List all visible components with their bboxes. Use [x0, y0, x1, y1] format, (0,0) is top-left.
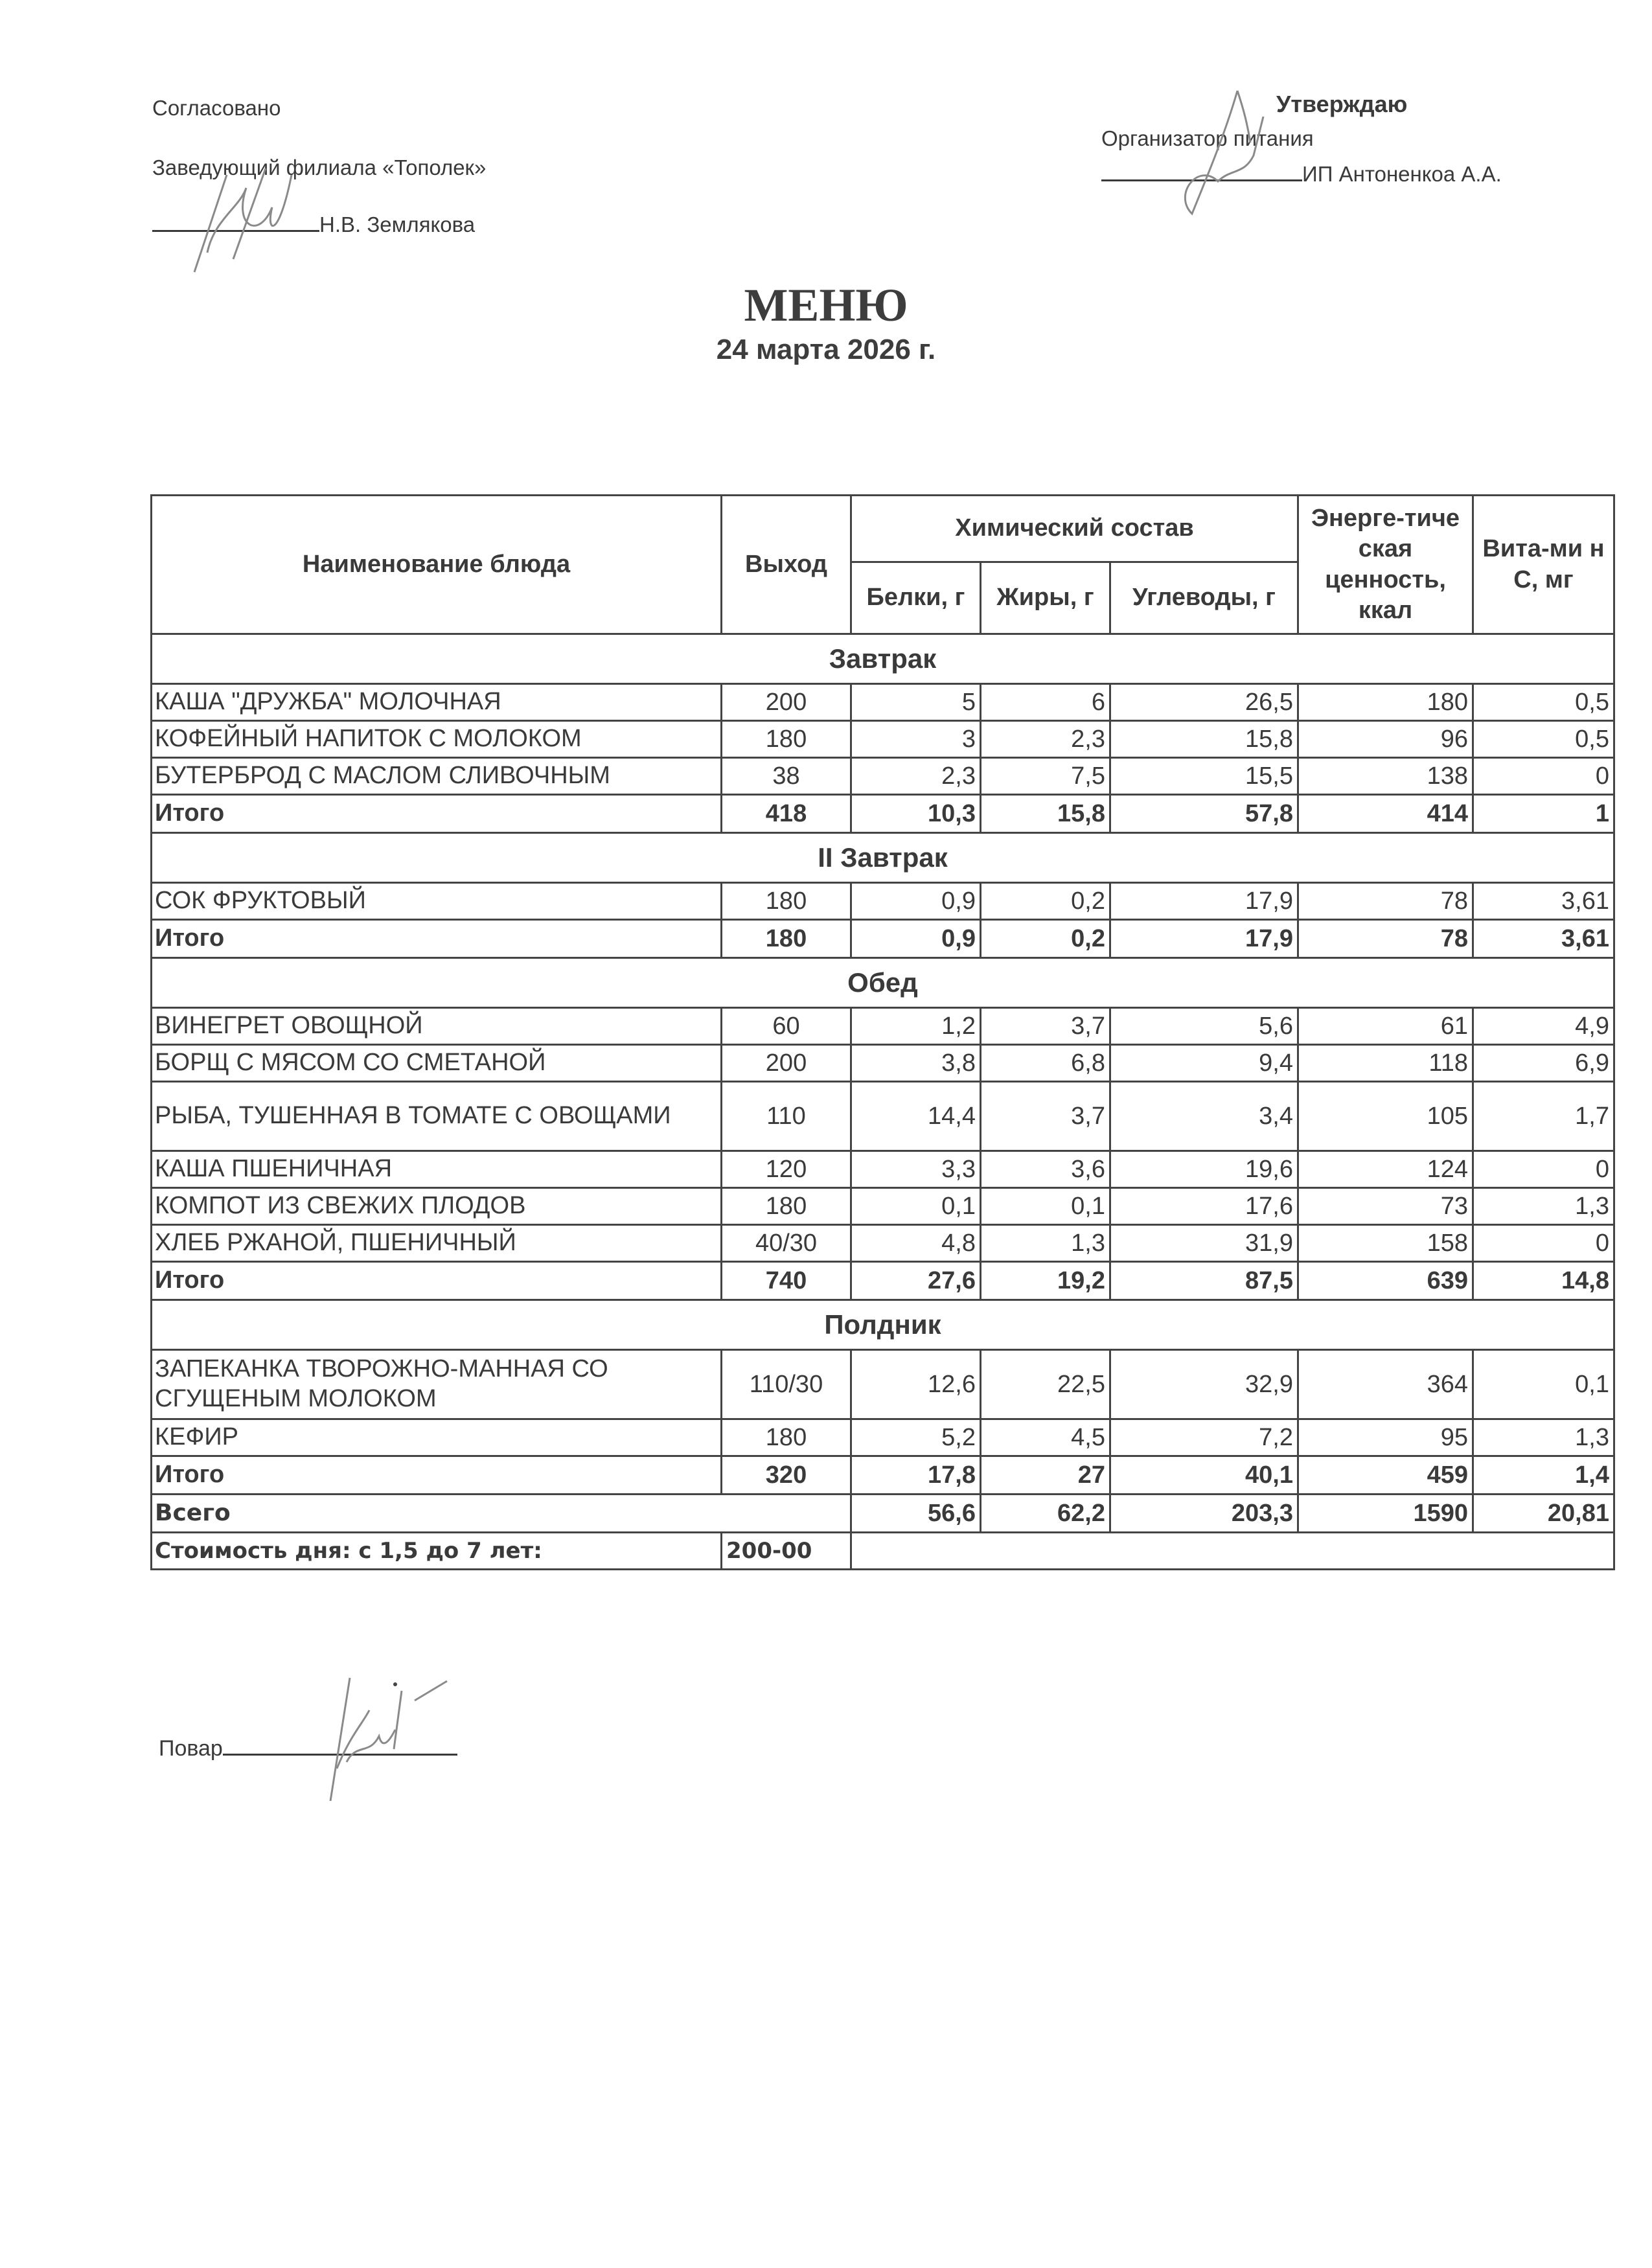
- vitamin-c-cell: 3,61: [1473, 883, 1614, 920]
- carbs-cell: 31,9: [1110, 1225, 1298, 1262]
- total-fats-cell: 0,2: [981, 920, 1110, 958]
- section-total-row: [152, 920, 1614, 958]
- portion-cell: 180: [722, 1188, 851, 1225]
- energy-cell: 158: [1298, 1225, 1473, 1262]
- total-proteins-cell: 27,6: [851, 1262, 981, 1300]
- cook-signature-line: [159, 1736, 457, 1761]
- vitamin-c-cell: 0,5: [1473, 721, 1614, 758]
- proteins-cell: 1,2: [851, 1008, 981, 1045]
- empty-cell: [851, 1533, 1614, 1570]
- header-vitamin-c: Вита-ми н С, мг: [1473, 496, 1614, 634]
- total-energy-cell: 459: [1298, 1456, 1473, 1495]
- section-title: II Завтрак: [152, 833, 1614, 883]
- energy-cell: 180: [1298, 684, 1473, 721]
- portion-cell: 110/30: [722, 1350, 851, 1419]
- fats-cell: 3,7: [981, 1008, 1110, 1045]
- carbs-cell: 7,2: [1110, 1419, 1298, 1456]
- header-dish-name: Наименование блюда: [152, 496, 722, 634]
- dish-name: БУТЕРБРОД С МАСЛОМ СЛИВОЧНЫМ: [152, 758, 722, 795]
- header-portion: Выход: [722, 496, 851, 634]
- dish-name: ХЛЕБ РЖАНОЙ, ПШЕНИЧНЫЙ: [152, 1225, 722, 1262]
- total-fats-cell: 19,2: [981, 1262, 1110, 1300]
- document-title: МЕНЮ: [744, 279, 908, 331]
- proteins-cell: 3,3: [851, 1151, 981, 1188]
- total-vitamin-c-cell: 3,61: [1473, 920, 1614, 958]
- total-proteins-cell: 10,3: [851, 795, 981, 833]
- vitamin-c-cell: 0: [1473, 1151, 1614, 1188]
- total-energy-cell: 639: [1298, 1262, 1473, 1300]
- left-signature-line: [152, 214, 475, 235]
- total-carbs-cell: 40,1: [1110, 1456, 1298, 1495]
- signature-underline: [1101, 179, 1302, 181]
- fats-cell: 1,3: [981, 1225, 1110, 1262]
- signature-underline: [223, 1754, 457, 1756]
- dish-name: КАША "ДРУЖБА" МОЛОЧНАЯ: [152, 684, 722, 721]
- proteins-cell: 5,2: [851, 1419, 981, 1456]
- total-portion-cell: 740: [722, 1262, 851, 1300]
- carbs-cell: 32,9: [1110, 1350, 1298, 1419]
- energy-cell: 95: [1298, 1419, 1473, 1456]
- grand-total-fats-cell: 62,2: [981, 1495, 1110, 1533]
- total-label: Итого: [152, 795, 722, 833]
- menu-table: [150, 494, 1615, 1570]
- total-proteins-cell: 0,9: [851, 920, 981, 958]
- dish-name: КЕФИР: [152, 1419, 722, 1456]
- portion-cell: 180: [722, 1419, 851, 1456]
- table-row: [152, 1419, 1614, 1456]
- section-total-row: [152, 1262, 1614, 1300]
- total-label: Итого: [152, 920, 722, 958]
- table-row: [152, 883, 1614, 920]
- table-row: [152, 1188, 1614, 1225]
- energy-cell: 118: [1298, 1045, 1473, 1082]
- carbs-cell: 17,9: [1110, 883, 1298, 920]
- dish-name: ЗАПЕКАНКА ТВОРОЖНО-МАННАЯ СО СГУЩЕНЫМ МОЛОКОМ: [152, 1350, 722, 1419]
- total-vitamin-c-cell: 1: [1473, 795, 1614, 833]
- document-date: 24 марта 2026 г.: [716, 334, 936, 365]
- vitamin-c-cell: 1,3: [1473, 1419, 1614, 1456]
- total-vitamin-c-cell: 1,4: [1473, 1456, 1614, 1495]
- portion-cell: 38: [722, 758, 851, 795]
- fats-cell: 22,5: [981, 1350, 1110, 1419]
- total-fats-cell: 27: [981, 1456, 1110, 1495]
- table-row: [152, 1350, 1614, 1419]
- total-proteins-cell: 17,8: [851, 1456, 981, 1495]
- vitamin-c-cell: 1,3: [1473, 1188, 1614, 1225]
- table-row: [152, 1151, 1614, 1188]
- daily-cost-value: 200-00: [722, 1533, 851, 1570]
- dish-name: РЫБА, ТУШЕННАЯ В ТОМАТЕ С ОВОЩАМИ: [152, 1082, 722, 1151]
- energy-cell: 96: [1298, 721, 1473, 758]
- section-header-row: [152, 634, 1614, 684]
- portion-cell: 200: [722, 1045, 851, 1082]
- daily-cost-row: [152, 1533, 1614, 1570]
- signature-underline: [152, 230, 319, 232]
- energy-cell: 138: [1298, 758, 1473, 795]
- carbs-cell: 26,5: [1110, 684, 1298, 721]
- portion-cell: 110: [722, 1082, 851, 1151]
- dish-name: КОФЕЙНЫЙ НАПИТОК С МОЛОКОМ: [152, 721, 722, 758]
- carbs-cell: 15,5: [1110, 758, 1298, 795]
- grand-total-label: Всего: [152, 1495, 851, 1533]
- left-signer-position: Заведующий филиала «Тополек»: [152, 155, 487, 179]
- vitamin-c-cell: 0,1: [1473, 1350, 1614, 1419]
- grand-total-proteins-cell: 56,6: [851, 1495, 981, 1533]
- portion-cell: 200: [722, 684, 851, 721]
- portion-cell: 120: [722, 1151, 851, 1188]
- dish-name: ВИНЕГРЕТ ОВОЩНОЙ: [152, 1008, 722, 1045]
- proteins-cell: 0,1: [851, 1188, 981, 1225]
- section-header-row: [152, 833, 1614, 883]
- section-header-row: [152, 958, 1614, 1008]
- proteins-cell: 14,4: [851, 1082, 981, 1151]
- total-vitamin-c-cell: 14,8: [1473, 1262, 1614, 1300]
- header-energy: Энерге-тиче ская ценность, ккал: [1298, 496, 1473, 634]
- grand-total-energy-cell: 1590: [1298, 1495, 1473, 1533]
- total-energy-cell: 414: [1298, 795, 1473, 833]
- section-total-row: [152, 795, 1614, 833]
- section-title: Полдник: [152, 1300, 1614, 1350]
- section-header-row: [152, 1300, 1614, 1350]
- dish-name: КОМПОТ ИЗ СВЕЖИХ ПЛОДОВ: [152, 1188, 722, 1225]
- energy-cell: 61: [1298, 1008, 1473, 1045]
- fats-cell: 0,2: [981, 883, 1110, 920]
- fats-cell: 3,6: [981, 1151, 1110, 1188]
- dish-name: СОК ФРУКТОВЫЙ: [152, 883, 722, 920]
- carbs-cell: 17,6: [1110, 1188, 1298, 1225]
- vitamin-c-cell: 0,5: [1473, 684, 1614, 721]
- menu-table-body: [152, 634, 1614, 1570]
- total-portion-cell: 320: [722, 1456, 851, 1495]
- carbs-cell: 3,4: [1110, 1082, 1298, 1151]
- header-chemical-composition: Химический состав: [851, 496, 1298, 562]
- proteins-cell: 4,8: [851, 1225, 981, 1262]
- total-carbs-cell: 17,9: [1110, 920, 1298, 958]
- daily-cost-label: Стоимость дня: с 1,5 до 7 лет:: [152, 1533, 722, 1570]
- table-row: [152, 684, 1614, 721]
- proteins-cell: 12,6: [851, 1350, 981, 1419]
- cook-label: Повар: [159, 1736, 223, 1761]
- table-row: [152, 1225, 1614, 1262]
- grand-total-vitamin-c-cell: 20,81: [1473, 1495, 1614, 1533]
- energy-cell: 73: [1298, 1188, 1473, 1225]
- total-label: Итого: [152, 1456, 722, 1495]
- grand-total-carbs-cell: 203,3: [1110, 1495, 1298, 1533]
- carbs-cell: 9,4: [1110, 1045, 1298, 1082]
- vitamin-c-cell: 1,7: [1473, 1082, 1614, 1151]
- right-signature-line: [1101, 162, 1502, 187]
- carbs-cell: 15,8: [1110, 721, 1298, 758]
- energy-cell: 124: [1298, 1151, 1473, 1188]
- total-portion-cell: 180: [722, 920, 851, 958]
- total-energy-cell: 78: [1298, 920, 1473, 958]
- header-carbs: Углеводы, г: [1110, 562, 1298, 634]
- fats-cell: 6: [981, 684, 1110, 721]
- portion-cell: 40/30: [722, 1225, 851, 1262]
- header-proteins: Белки, г: [851, 562, 981, 634]
- total-fats-cell: 15,8: [981, 795, 1110, 833]
- agreed-label: Согласовано: [152, 96, 281, 120]
- header-fats: Жиры, г: [981, 562, 1110, 634]
- proteins-cell: 0,9: [851, 883, 981, 920]
- right-signer-position: Организатор питания: [1101, 126, 1314, 150]
- portion-cell: 180: [722, 883, 851, 920]
- proteins-cell: 3,8: [851, 1045, 981, 1082]
- fats-cell: 7,5: [981, 758, 1110, 795]
- table-row: [152, 721, 1614, 758]
- vitamin-c-cell: 4,9: [1473, 1008, 1614, 1045]
- table-row: [152, 1082, 1614, 1151]
- carbs-cell: 5,6: [1110, 1008, 1298, 1045]
- total-carbs-cell: 87,5: [1110, 1262, 1298, 1300]
- table-row: [152, 1045, 1614, 1082]
- table-row: [152, 1008, 1614, 1045]
- total-carbs-cell: 57,8: [1110, 795, 1298, 833]
- energy-cell: 105: [1298, 1082, 1473, 1151]
- grand-total-row: [152, 1495, 1614, 1533]
- proteins-cell: 5: [851, 684, 981, 721]
- right-signer-name: ИП Антоненкоа А.А.: [1302, 162, 1502, 186]
- dish-name: КАША ПШЕНИЧНАЯ: [152, 1151, 722, 1188]
- energy-cell: 364: [1298, 1350, 1473, 1419]
- proteins-cell: 3: [851, 721, 981, 758]
- fats-cell: 0,1: [981, 1188, 1110, 1225]
- portion-cell: 180: [722, 721, 851, 758]
- total-label: Итого: [152, 1262, 722, 1300]
- table-row: [152, 758, 1614, 795]
- fats-cell: 3,7: [981, 1082, 1110, 1151]
- fats-cell: 4,5: [981, 1419, 1110, 1456]
- approve-label: Утверждаю: [1276, 91, 1408, 117]
- left-signer-name: Н.В. Землякова: [319, 212, 476, 236]
- total-portion-cell: 418: [722, 795, 851, 833]
- fats-cell: 6,8: [981, 1045, 1110, 1082]
- energy-cell: 78: [1298, 883, 1473, 920]
- section-total-row: [152, 1456, 1614, 1495]
- vitamin-c-cell: 0: [1473, 758, 1614, 795]
- vitamin-c-cell: 6,9: [1473, 1045, 1614, 1082]
- vitamin-c-cell: 0: [1473, 1225, 1614, 1262]
- section-title: Обед: [152, 958, 1614, 1008]
- portion-cell: 60: [722, 1008, 851, 1045]
- proteins-cell: 2,3: [851, 758, 981, 795]
- carbs-cell: 19,6: [1110, 1151, 1298, 1188]
- fats-cell: 2,3: [981, 721, 1110, 758]
- dish-name: БОРЩ С МЯСОМ СО СМЕТАНОЙ: [152, 1045, 722, 1082]
- section-title: Завтрак: [152, 634, 1614, 684]
